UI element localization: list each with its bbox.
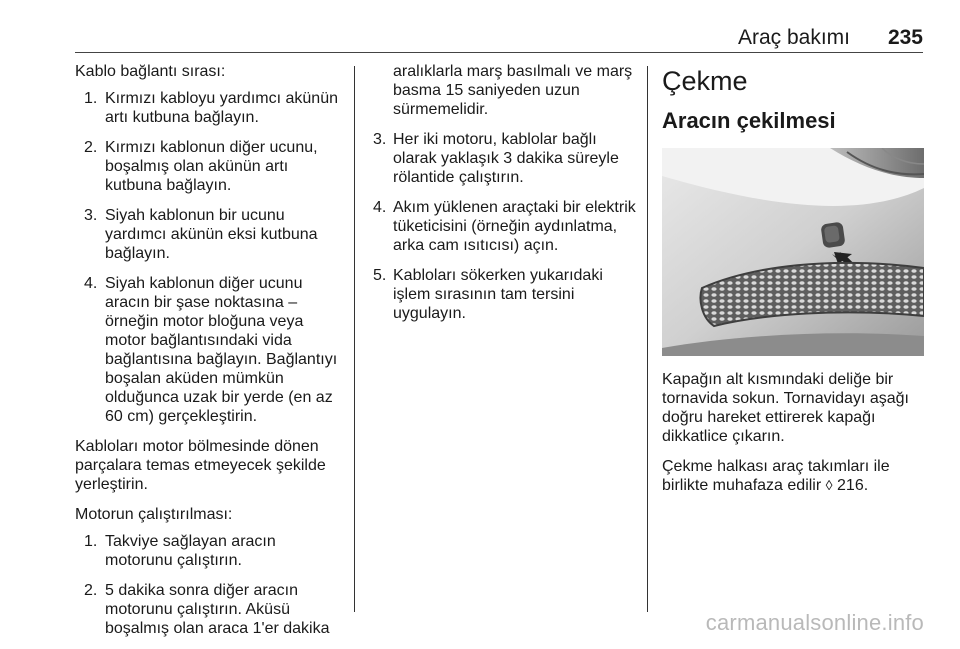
column-divider-right: [647, 66, 648, 612]
step-number: 2.: [84, 582, 98, 599]
cable-routing-paragraph: Kabloları motor bölmesinde dönen parçalara temas etmeyecek şekilde yerleştirin.: [75, 438, 326, 493]
page-header: [0, 0, 960, 55]
cover-removal-paragraph: Kapağın alt kısmındaki deliğe bir tornavida sokun. Tornavidayı aşağı doğru hareket ettirerek kapağı dikkatlice çıkarın.: [662, 371, 909, 445]
column-1: [75, 62, 345, 649]
cable-order-intro: Kablo bağlantı sırası:: [75, 63, 226, 80]
page-reference-link[interactable]: 216.: [837, 477, 869, 494]
step-number: 1.: [84, 533, 98, 550]
list-item: [75, 274, 345, 426]
list-item: [75, 89, 345, 127]
header-rule: [75, 52, 923, 53]
list-item: [365, 266, 640, 323]
step-number: 4.: [373, 199, 387, 216]
step-text: Kırmızı kabloyu yardımcı akünün artı kutbuna bağlayın.: [105, 90, 338, 126]
header-title: Araç bakımı: [737, 26, 850, 49]
step-text: Her iki motoru, kablolar bağlı olarak yaklaşık 3 dakika süreyle rölantide çalıştırın.: [393, 131, 619, 186]
column-3: [662, 62, 924, 506]
step-number: 5.: [373, 267, 387, 284]
column-2: [365, 62, 640, 334]
list-item: [75, 138, 345, 195]
tow-ring-paragraph: [662, 457, 924, 495]
page-number: 235: [887, 26, 923, 49]
step-text: Kabloları sökerken yukarıdaki işlem sırasının tam tersini uygulayın.: [393, 267, 603, 322]
list-item: [365, 130, 640, 187]
cable-order-steps: [75, 89, 345, 426]
tow-ring-text: Çekme halkası araç takımları ile birlikte muhafaza edilir: [662, 458, 890, 494]
step-text: Siyah kablonun bir ucunu yardımcı akünün eksi kutbuna bağlayın.: [105, 207, 318, 262]
engine-start-steps-continued: [365, 130, 640, 323]
engine-start-intro: Motorun çalıştırılması:: [75, 506, 233, 523]
step-text: Takviye sağlayan aracın motorunu çalıştırın.: [105, 533, 276, 569]
step-text: Akım yüklenen araçtaki bir elektrik tüketicisini (örneğin aydınlatma, arka cam ısıtıcısı) açın.: [393, 199, 636, 254]
column-divider-left: [354, 66, 355, 612]
step-text: Siyah kablonun diğer ucunu aracın bir şase noktasına – örneğin motor bloğuna veya motor bağlantısındaki vida bağlantısına bağlayın. Bağlantıyı boşalan aküden mümkün olduğunca uzak bir yerde (en az 60 cm) gerçekleştirin.: [105, 275, 338, 425]
step-number: 3.: [373, 131, 387, 148]
step-text: Kırmızı kablonun diğer ucunu, boşalmış olan akünün artı kutbuna bağlayın.: [105, 139, 318, 194]
list-item: [365, 198, 640, 255]
engine-start-steps: [75, 532, 345, 638]
step-number: 2.: [84, 139, 98, 156]
step-number: 1.: [84, 90, 98, 107]
section-title: Çekme: [662, 66, 748, 96]
watermark: carmanualsonline.info: [705, 610, 924, 635]
subsection-title: Aracın çekilmesi: [662, 108, 836, 133]
list-item: [75, 206, 345, 263]
list-item: [75, 581, 345, 638]
step-number: 4.: [84, 275, 98, 292]
step-continuation: aralıklarla marş basılmalı ve marş basma 15 saniyeden uzun sürmemelidir.: [393, 63, 633, 118]
list-item: [75, 532, 345, 570]
page-reference-icon: ◊: [825, 477, 833, 493]
step-number: 3.: [84, 207, 98, 224]
bumper-tow-cover-photo: [662, 148, 924, 356]
step-text: 5 dakika sonra diğer aracın motorunu çalıştırın. Aküsü boşalmış olan araca 1'er dakika: [105, 582, 330, 637]
